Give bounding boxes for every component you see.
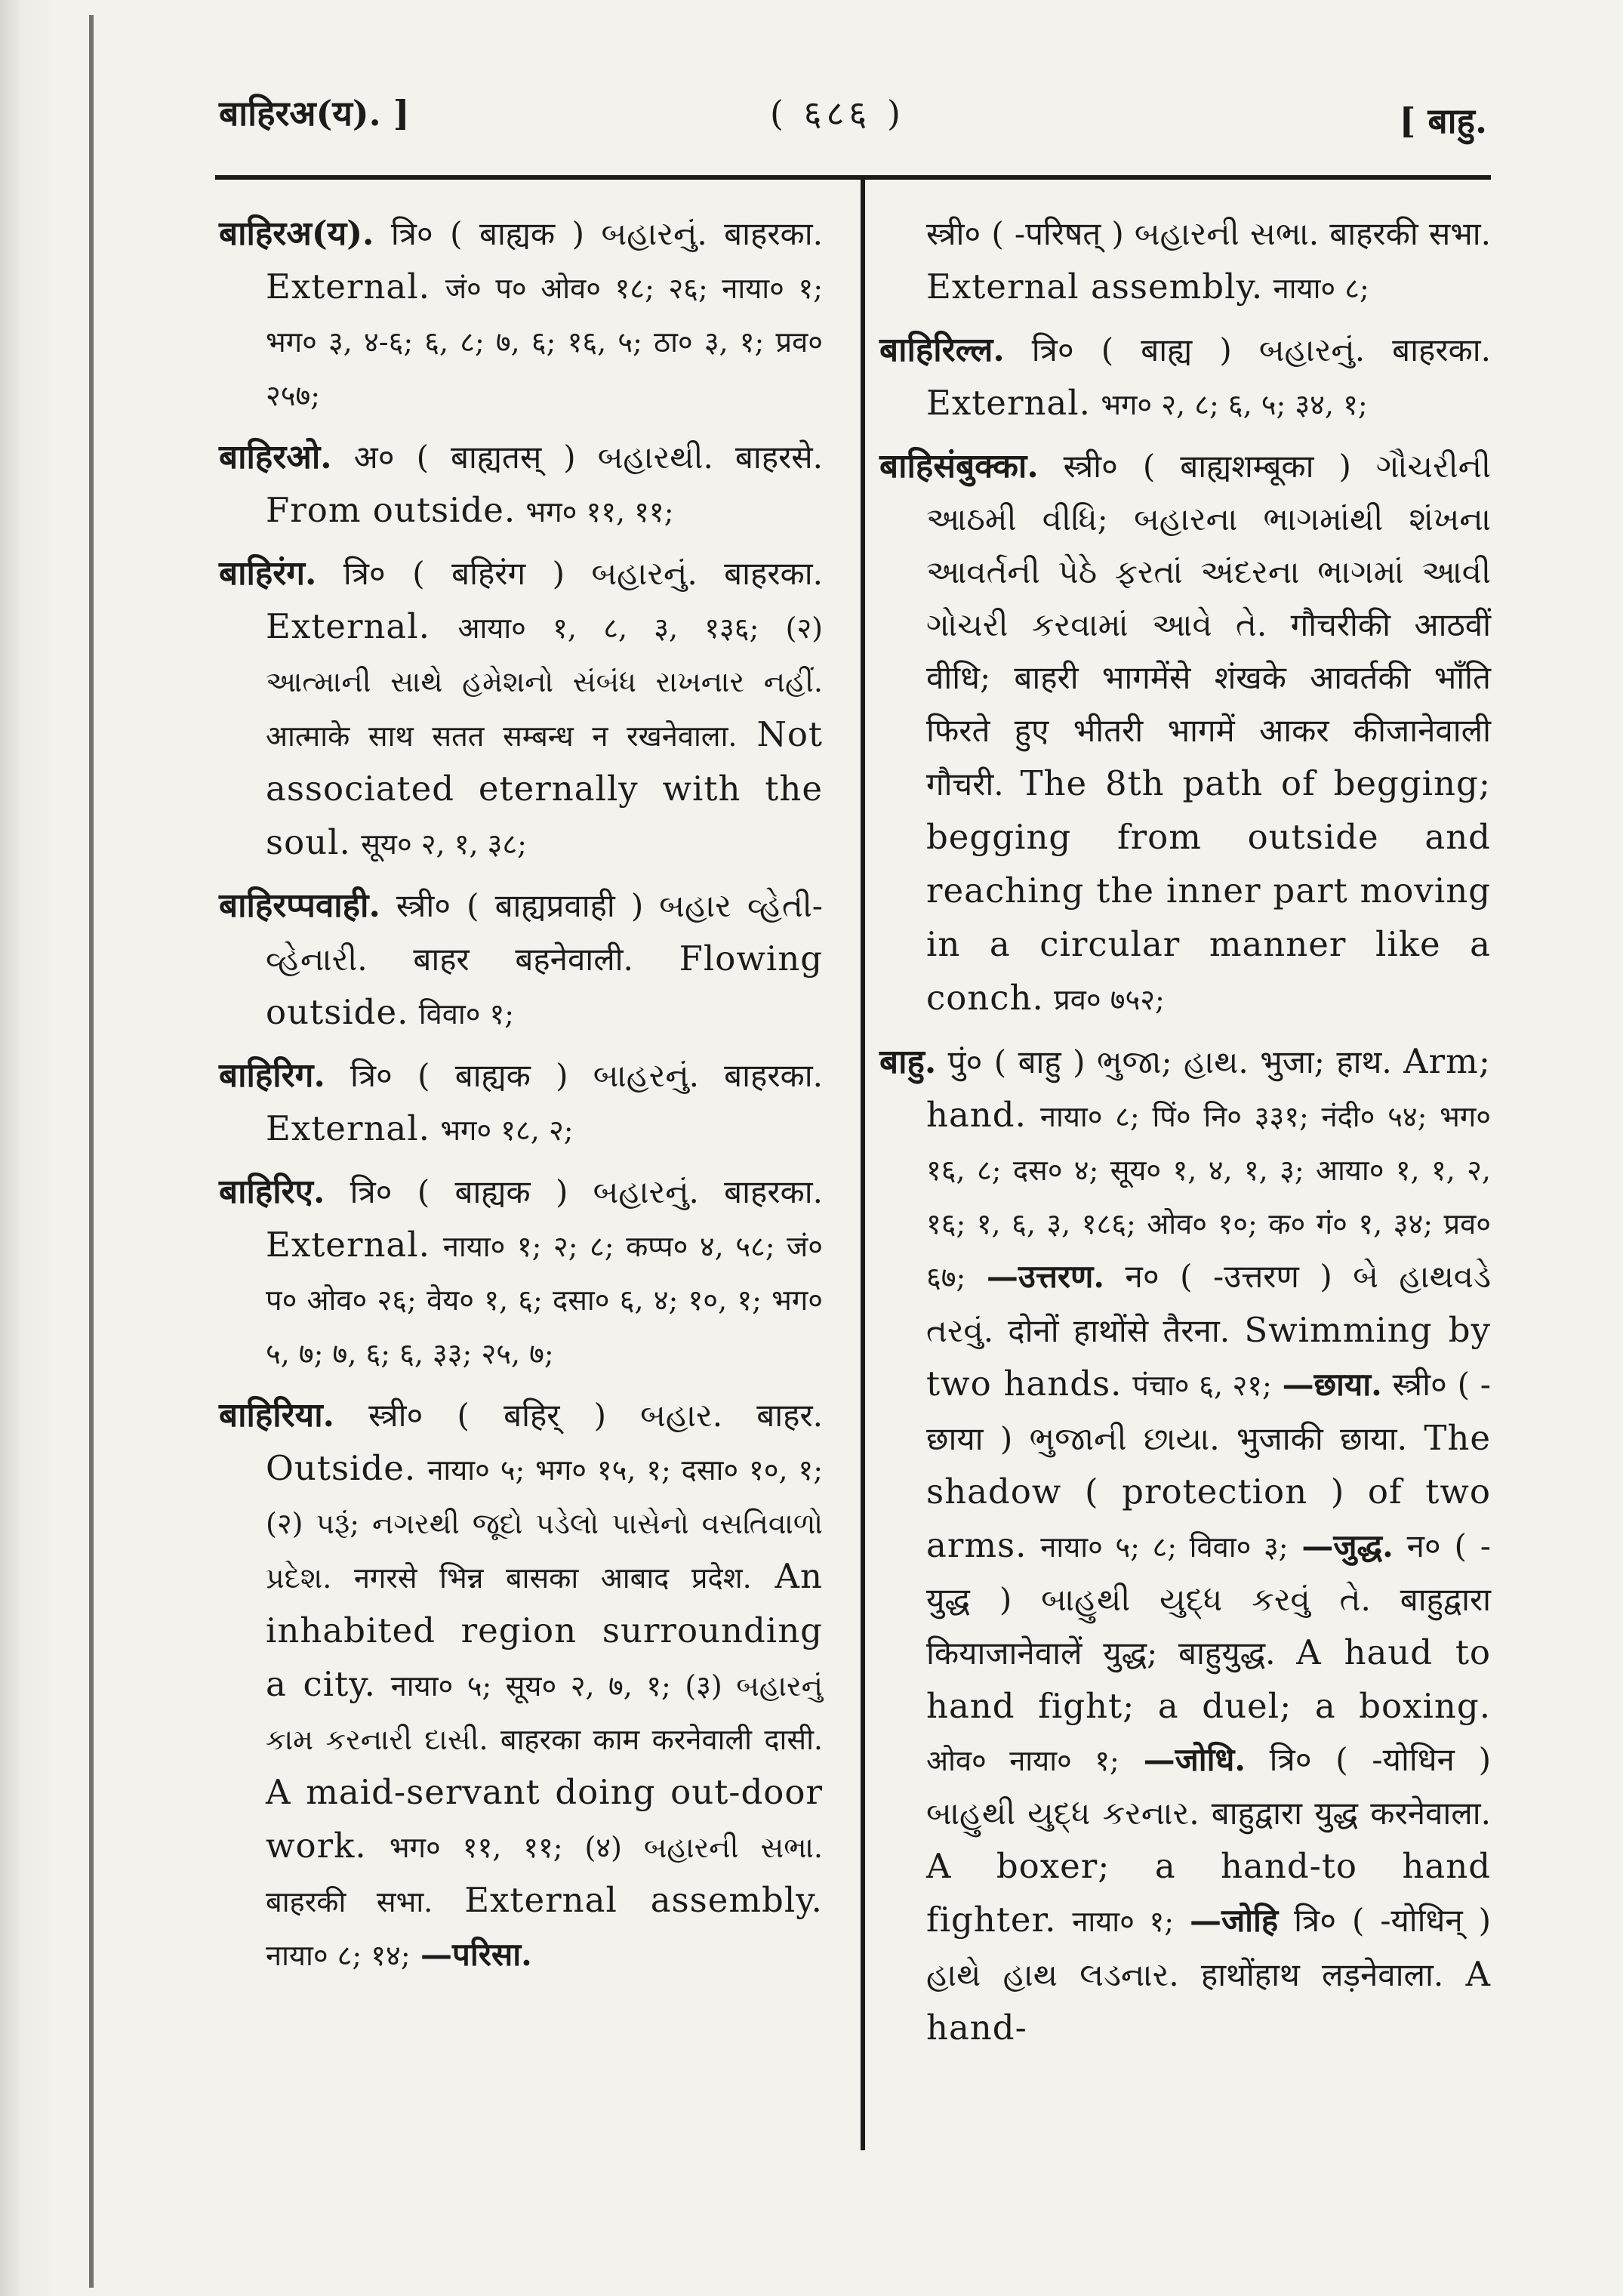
entry-body: त्रि० ( बाह्यक ) બહારનું. बाहरका.	[390, 215, 823, 252]
entry-english-2: An inhabited region surrounding a city.	[266, 1556, 823, 1704]
entry-english-3: A maid-servant doing out-door work.	[266, 1772, 823, 1866]
binding-line	[89, 15, 94, 2288]
entry-sub-body: स्त्री० ( -छाया ) ભુજાની છાયા. भुजाकी छाया.	[926, 1366, 1491, 1457]
entry-refs: नाया० १; २; ८; कप्प० ४, ५८; जं० प० ओव० २६; वेय० १, ६; दसा० ६, ४; १०, १; भग० ५, ७; ७, ६; ६, ३३; २५, ७;	[266, 1230, 823, 1370]
entry	[219, 1389, 823, 1982]
entry-headword: बाहिरओ.	[219, 438, 332, 476]
entry-sub-english: A boxer; a hand-to hand fighter.	[926, 1846, 1491, 1940]
entry-refs: नाया० ८; पिं० नि० ३३१; नंदी० ५४; भग० १६, ८; दस० ४; सूय० १, ४, १, ३; आया० १, १, २, १६; १, ६, ३, १८६; ओव० १०; क० गं० १, ३४; प्रव० ६७;	[926, 1100, 1491, 1294]
entry-english: From outside.	[266, 490, 516, 530]
entry-sub-body: त्रि० ( -योधिन् ) હાથે હાથ લડનાર. हाथोंहाथ लड़नेवाला.	[926, 1902, 1491, 1993]
entry-headword: बाहिरप्पवाही.	[219, 886, 380, 925]
entry-refs-4: नाया० ८; १४;	[266, 1939, 411, 1972]
entry-headword: बाहिरिग.	[219, 1056, 325, 1095]
entry-refs-3: भग० ११, ११; (४) બહારની સભા. बाहरकी सभा.	[266, 1831, 823, 1918]
scan-edge	[0, 0, 53, 2296]
entry-body: अ० ( बाह्यतस् ) બહારથી. बाहरसे.	[353, 439, 823, 476]
entry-body: त्रि० ( बाह्य ) બહારનું. बाहरका.	[1031, 331, 1491, 368]
entry-refs: भग० ११, ११;	[525, 495, 674, 529]
entry-sub-body: न० ( -युद्ध ) બાહુથી યુદ્ધ કરવું તે. बाहुद्वारा कियाजानेवालें युद्ध; बाहुयुद्ध.	[926, 1527, 1491, 1672]
entry-refs: नाया० ५; भग० १५, १; दसा० १०, १; (२) પરૂં; નગરથી જૂદો પડેલો પાસેનો વસતિવાળો પ્રદેશ. नगरसे भिन्न बासका आबाद प्रदेश.	[266, 1453, 823, 1595]
entry-headword: बाहिरिया.	[219, 1396, 334, 1435]
entry-headword: बाहिरिल्ल.	[879, 331, 1005, 369]
entry-english: External.	[266, 267, 430, 307]
entry-headword: बाहिरअ(य).	[219, 214, 374, 253]
entry-refs: आया० १, ८, ३, १३६; (२) આત્માની સાથે હમેશનો સંબંધ રાખનાર નહીં. आत्माके साथ सतत सम्बन्ध न रखनेवाला.	[266, 612, 823, 753]
entry-sub-body: न० ( -उत्तरण ) બે હાથવડે તરવું. दोनों हाथोंसे तैरना.	[926, 1258, 1492, 1349]
entry-headword: बाहिरिए.	[219, 1173, 325, 1211]
entry-body: स्त्री० ( बहिर् ) બહાર. बाहर.	[368, 1397, 823, 1434]
entry-english: The 8th path of begging; begging from outside and reaching the inner part moving in a circular manner like a conch.	[926, 763, 1491, 1018]
entry-body: स्त्री० ( बाह्यप्रवाही ) બહાર વ્હેતી-વ્હેનારી. बाहर बहनेवाली.	[266, 887, 823, 978]
entry-sub-refs: ओव० नाया० १;	[926, 1744, 1119, 1777]
entry-refs: नाया० ८;	[1273, 272, 1369, 305]
entry-refs: भग० १८, २;	[440, 1114, 574, 1147]
entry-english-4: External assembly.	[464, 1880, 823, 1920]
right-column	[879, 208, 1491, 2064]
entry-subheadword: —छाया.	[1282, 1366, 1382, 1403]
entry-sub-refs: नाया० १;	[1072, 1905, 1175, 1938]
entry-refs: विवा० १;	[418, 997, 515, 1031]
column-divider	[861, 180, 865, 2150]
entry-english: External.	[266, 606, 430, 646]
entry-english: External.	[266, 1225, 430, 1265]
entry-english: External.	[926, 383, 1091, 423]
entry	[879, 440, 1491, 1026]
entry-refs: प्रव० ७५२;	[1054, 983, 1165, 1016]
entry-body: स्त्री० ( बाह्यशम्बूका ) ગૌચરીની આઠમી વીધિ; બહારના ભાગમાંથી શંખના આવર્તની પેઠે ફરતાં અંદરના ભાગમાં આવી ગોચરી કરવામાં આવે તે. गौचरीकी आठवीं वीधि; बाहरी भागमेंसे शंखके आवर्तकी भाँति फिरते हुए भीतरी भागमें आकर कीजानेवाली गौचरी.	[926, 448, 1491, 803]
page-number: ( ६८६ )	[770, 93, 905, 134]
header-right-guideword: [ बाहु.	[1399, 100, 1487, 141]
entry-subheadword: —जोहि	[1190, 1902, 1279, 1939]
entry-sub-english: A haud to hand fight; a duel; a boxing.	[926, 1632, 1491, 1726]
entry-body: त्रि० ( बाह्यक ) બહારનું. बाहरका.	[350, 1173, 823, 1210]
header-rule	[215, 175, 1491, 180]
entry-sub-english: Swimming by two hands.	[926, 1310, 1491, 1404]
entry-headword: बाहिरंग.	[219, 554, 317, 593]
entry	[219, 1049, 823, 1157]
entry-headword: बाहु.	[879, 1043, 937, 1081]
entry-english: Arm; hand.	[926, 1041, 1491, 1135]
entry	[219, 547, 823, 871]
entry-sub-english: A hand-	[926, 1954, 1491, 2048]
entry	[879, 1035, 1491, 2055]
entry	[879, 324, 1491, 431]
entry-english: External.	[266, 1108, 430, 1148]
entry-continuation	[879, 208, 1491, 315]
entry-english: External assembly.	[926, 267, 1264, 307]
entry-refs: जं० प० ओव० १८; २६; नाया० १; भग० ३, ४-६; ६, ८; ७, ६; १६, ५; ठा० ३, १; प्रव० २५७;	[266, 272, 823, 412]
entry-body: त्रि० ( बाह्यक ) બાહરનું. बाहरका.	[350, 1057, 824, 1094]
entry	[219, 208, 823, 422]
entry-english: Outside.	[266, 1448, 417, 1488]
entry-english: Flowing outside.	[266, 938, 824, 1032]
entry-sub-english: The shadow ( protection ) of two arms.	[926, 1418, 1491, 1565]
entry-subheadword: —परिसा.	[420, 1936, 532, 1973]
entry	[219, 1166, 823, 1380]
entry	[219, 431, 823, 538]
entry-body: स्त्री० ( -परिषत् ) બહારની સભા. बाहरकी सभा.	[926, 215, 1491, 252]
page-header	[219, 89, 1487, 142]
entry-english-2: Not associated eternally with the soul.	[266, 714, 823, 862]
entry-subheadword: —उत्तरण.	[986, 1258, 1105, 1295]
entry-refs-2: नाया० ५; सूय० २, ७, १; (३) બહારનું કામ કરનારી દાસી. बाहरका काम करनेवाली दासी.	[266, 1669, 823, 1756]
header-left-guideword: बाहिरअ(य). ]	[219, 93, 410, 134]
entry-body: पुं० ( बाहु ) ભુજા; હાથ. भुजा; हाथ.	[947, 1043, 1392, 1080]
entry-refs: भग० २, ८; ६, ५; ३४, १;	[1101, 388, 1368, 421]
entry-refs-2: सूय० २, १, ३८;	[361, 827, 527, 861]
entry-sub-refs: पंचा० ६, २१;	[1132, 1369, 1272, 1402]
entry-body: त्रि० ( बहिरंग ) બહારનું. बाहरका.	[343, 555, 823, 592]
entry	[219, 880, 823, 1040]
entry-subheadword: —जुद्ध.	[1301, 1527, 1394, 1564]
entry-sub-body: त्रि० ( -योधिन ) બાહુથી યુદ્ધ કરનાર. बाहुद्वारा युद्ध करनेवाला.	[926, 1741, 1491, 1832]
left-column	[219, 208, 823, 1991]
entry-sub-refs: नाया० ५; ८; विवा० ३;	[1040, 1530, 1289, 1564]
entry-headword: बाहिसंबुक्का.	[879, 447, 1039, 485]
entry-subheadword: —जोधि.	[1143, 1741, 1246, 1778]
